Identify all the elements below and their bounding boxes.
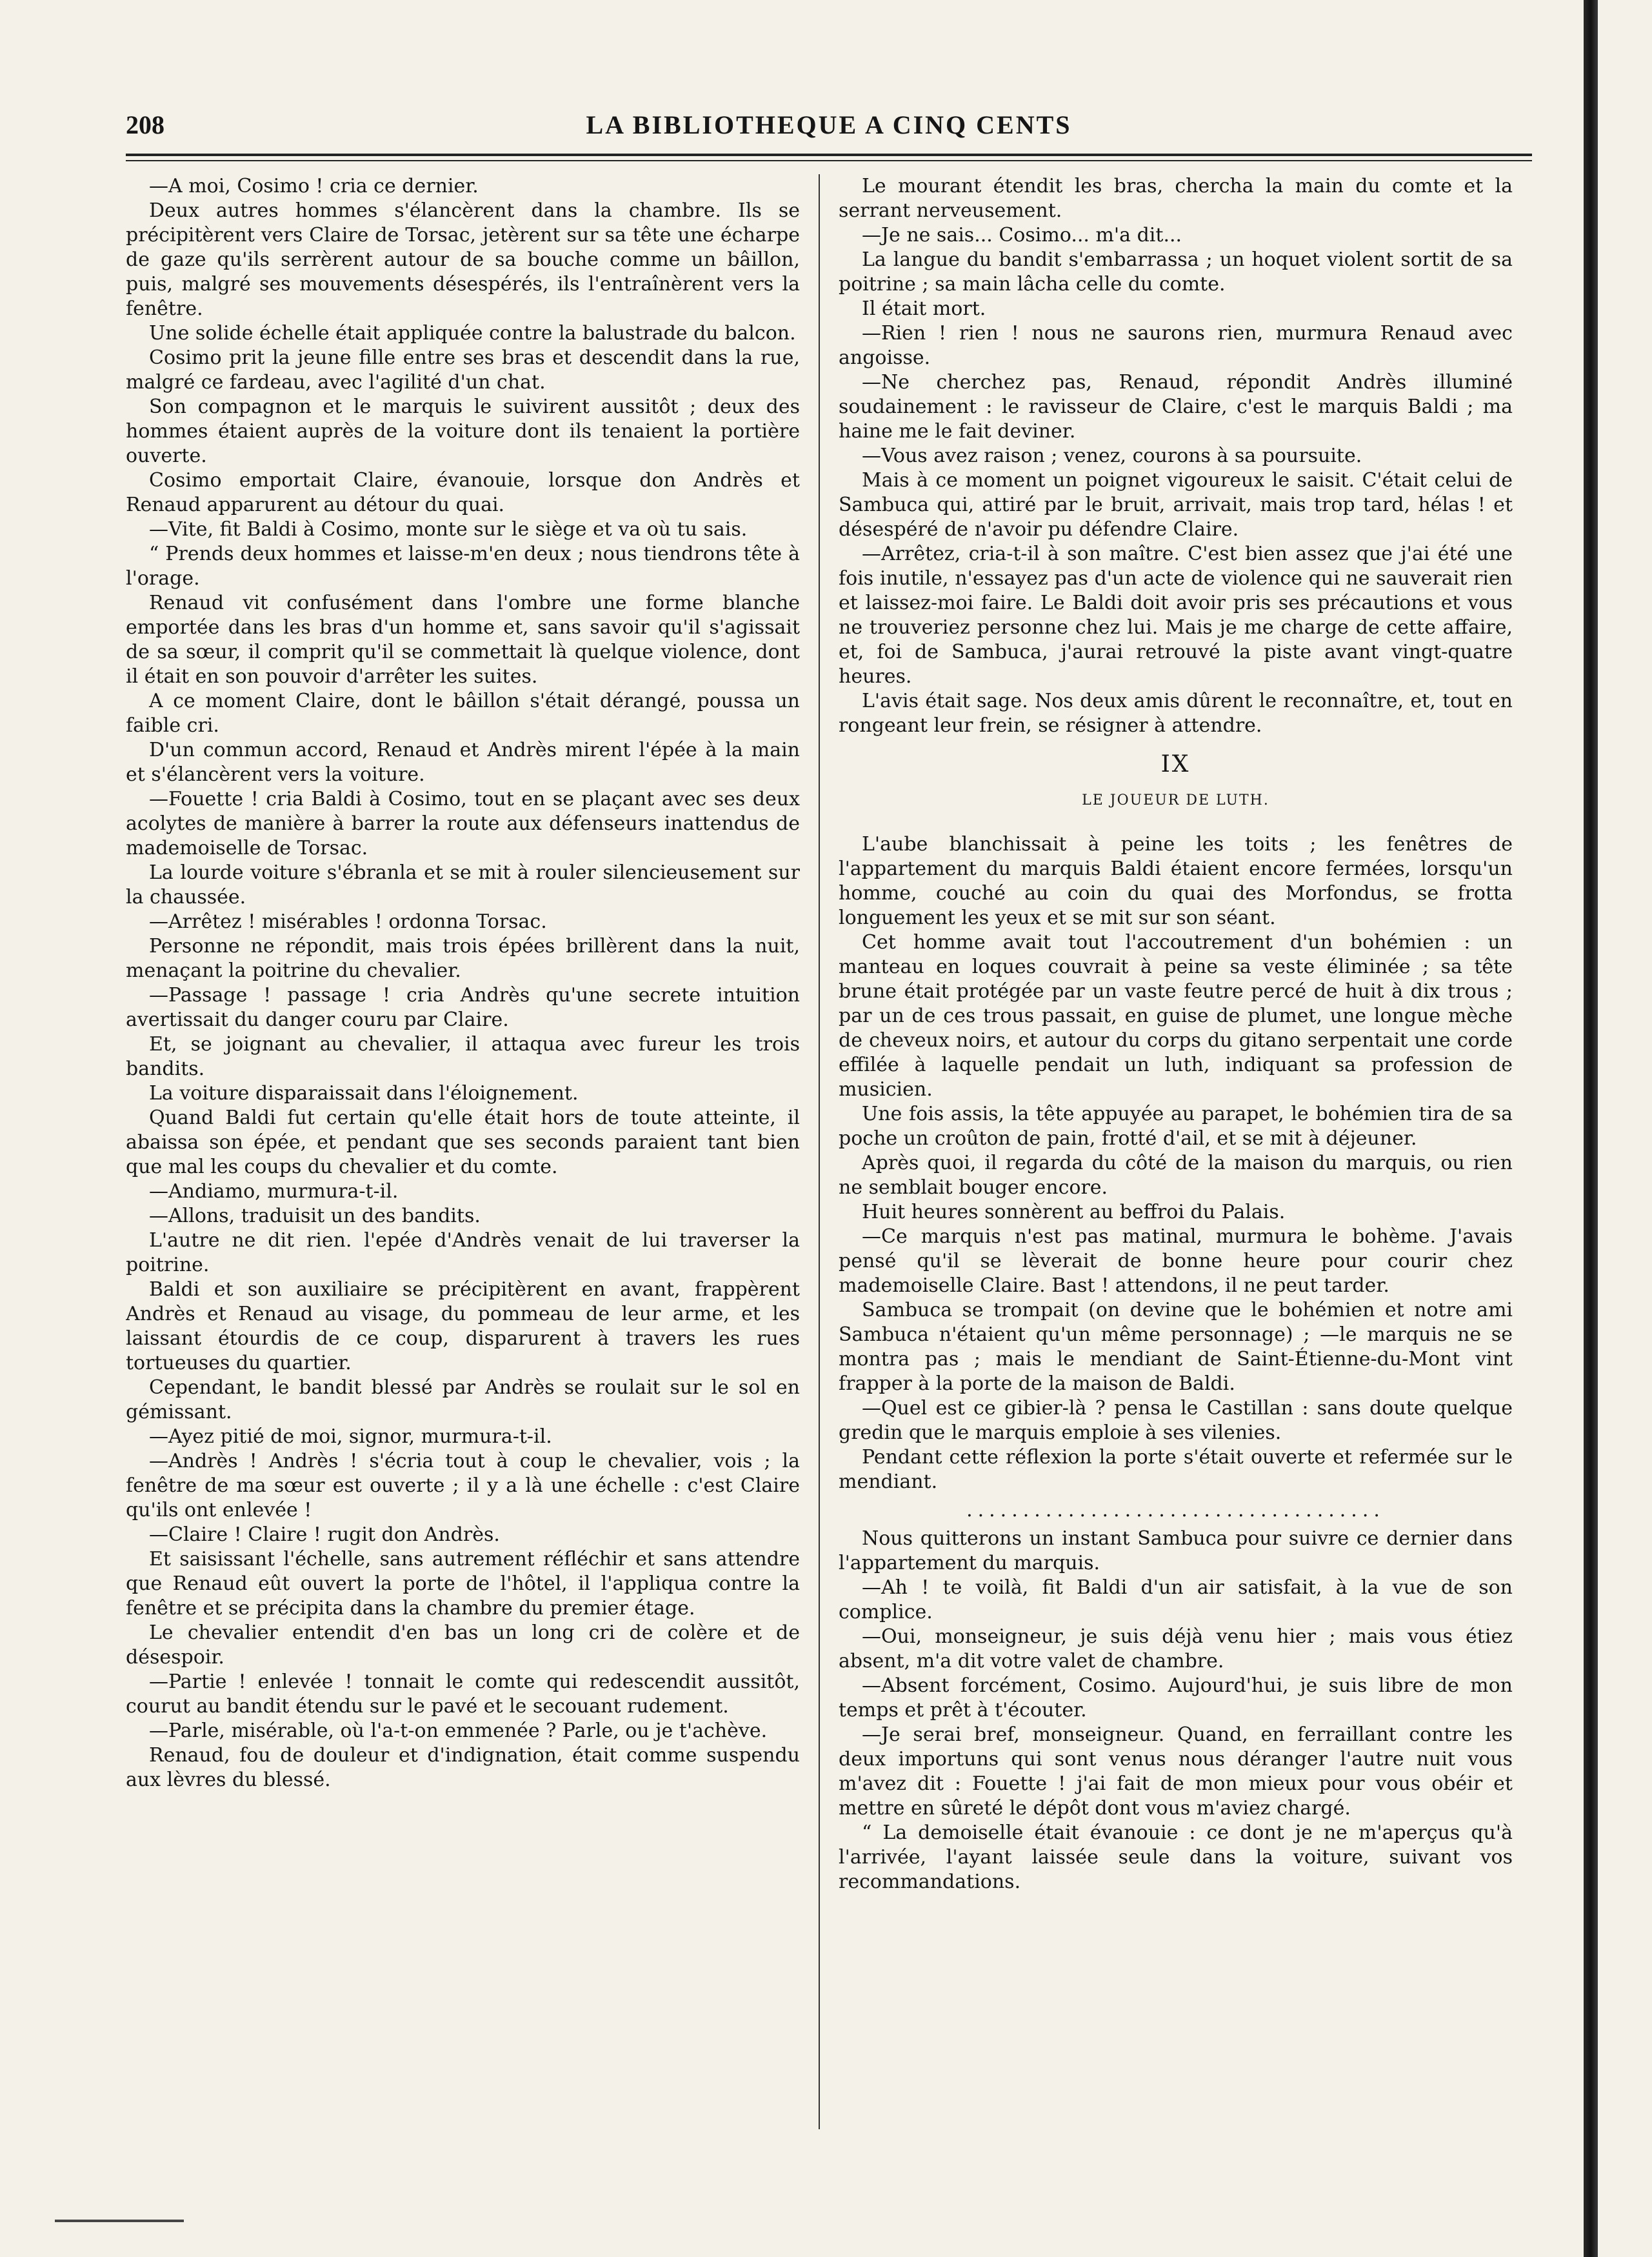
paragraph: Quand Baldi fut certain qu'elle était hors de toute atteinte, il abaissa son épée, et pendant que ses seconds paraient tant bien que mal les coups du chevalier et du comte. [126, 1107, 800, 1178]
paragraph: Après quoi, il regarda du côté de la maison du marquis, ou rien ne semblait bouger encore. [839, 1152, 1513, 1199]
paragraph: Une fois assis, la tête appuyée au parapet, le bohémien tira de sa poche un croûton de pain, frotté d'ail, et se mit à déjeuner. [839, 1103, 1513, 1150]
paragraph: —Arrêtez, cria-t-il à son maître. C'est bien assez que j'ai été une fois inutile, n'essayez pas d'un acte de violence qui ne sauverait rien et laissez-moi faire. Le Baldi doit avoir pris ses précautions et vous ne trouveriez personne chez lui. Mais je me charge de cette affaire, et, foi de Sambuca, j'aurai retrouvé la piste avant vingt-quatre heures. [839, 543, 1513, 688]
right-column-text-after-separator [839, 1527, 1513, 1894]
paragraph: —Fouette ! cria Baldi à Cosimo, tout en se plaçant avec ses deux acolytes de manière à barrer la route aux défenseurs inattendus de mademoiselle de Torsac. [126, 788, 800, 859]
chapter-number: IX [1160, 751, 1191, 777]
paragraph: Et saisissant l'échelle, sans autrement réfléchir et sans attendre que Renaud eût ouvert la porte de l'hôtel, il l'appliqua contre la fenêtre et se précipita dans la chambre du premier étage. [126, 1548, 800, 1620]
book-page [126, 97, 1532, 2149]
paragraph: Une solide échelle était appliquée contre la balustrade du balcon. [149, 322, 796, 345]
paragraph: —Je serai bref, monseigneur. Quand, en ferraillant contre les deux importuns qui sont venus nous déranger l'autre nuit vous m'avez dit : Fouette ! j'ai fait de mon mieux pour vous obéir et mettre en sûreté le dépôt dont vous m'aviez chargé. [839, 1723, 1513, 1820]
left-column [126, 174, 800, 2136]
paragraph: La langue du bandit s'embarrassa ; un hoquet violent sortit de sa poitrine ; sa main lâcha celle du comte. [839, 248, 1513, 296]
page-header [126, 110, 1532, 148]
paragraph: Le mourant étendit les bras, chercha la main du comte et la serrant nerveusement. [839, 175, 1513, 222]
paragraph: Sambuca se trompait (on devine que le bohémien et notre ami Sambuca n'étaient qu'un même personnage) ; —le marquis ne se montra pas ; mais le mendiant de Saint-Étienne-du-Mont vint frapper à la porte de la maison de Baldi. [839, 1299, 1513, 1395]
paragraph: “ La demoiselle était évanouie : ce dont je ne m'aperçus qu'à l'arrivée, l'ayant laissée seule dans la voiture, suivant vos recommandations. [839, 1821, 1513, 1893]
paragraph: Cet homme avait tout l'accoutrement d'un bohémien : un manteau en loques couvrait à peine sa veste éliminée ; sa tête brune était protégée par un vaste feutre percé de huit à dix trous ; par un de ces trous passait, en guise de plumet, une longue mèche de cheveux noirs, et autour du corps du gitano serpentait une corde effilée à laquelle pendait un luth, indiquant sa profession de musicien. [839, 931, 1513, 1101]
paragraph: —Andrès ! Andrès ! s'écria tout à coup le chevalier, vois ; la fenêtre de ma sœur est ouverte ; il y a là une échelle : c'est Claire qu'ils ont enlevée ! [126, 1450, 800, 1521]
paragraph: Huit heures sonnèrent au beffroi du Palais. [862, 1201, 1286, 1223]
paragraph: Mais à ce moment un poignet vigoureux le saisit. C'était celui de Sambuca qui, attiré par le bruit, arrivait, mais trop tard, hélas ! et désespéré de n'avoir pu défendre Claire. [839, 469, 1513, 541]
paragraph: Le chevalier entendit d'en bas un long cri de colère et de désespoir. [126, 1621, 800, 1669]
right-column-text-after-chapter [839, 832, 1513, 1494]
paragraph: —Partie ! enlevée ! tonnait le comte qui redescendit aussitôt, courut au bandit étendu sur le pavé et le secouant rudement. [126, 1670, 800, 1718]
paragraph: A ce moment Claire, dont le bâillon s'était dérangé, poussa un faible cri. [126, 690, 800, 737]
book-spine-edge [1584, 0, 1598, 2257]
paragraph: Et, se joignant au chevalier, il attaqua avec fureur les trois bandits. [126, 1033, 800, 1080]
chapter-title: LE JOUEUR DE LUTH. [1082, 792, 1269, 808]
paragraph: —Vous avez raison ; venez, courons à sa poursuite. [862, 445, 1362, 467]
paragraph: —Ayez pitié de moi, signor, murmura-t-il. [149, 1425, 552, 1448]
paragraph: Son compagnon et le marquis le suivirent aussitôt ; deux des hommes étaient auprès de la voiture dont ils tenaient la portière ouverte. [126, 396, 800, 467]
paragraph: Cosimo emportait Claire, évanouie, lorsque don Andrès et Renaud apparurent au détour du quai. [126, 469, 800, 516]
paragraph: Cependant, le bandit blessé par Andrès se roulait sur le sol en gémissant. [126, 1376, 800, 1423]
section-separator: ..................................... [966, 1499, 1385, 1521]
paragraph: La voiture disparaissait dans l'éloignement. [149, 1082, 579, 1105]
paragraph: —Ah ! te voilà, fit Baldi d'un air satisfait, à la vue de son complice. [839, 1576, 1513, 1623]
paragraph: —Quel est ce gibier-là ? pensa le Castillan : sans doute quelque gredin que le marquis emploie à ses vilenies. [839, 1397, 1513, 1444]
page-number: 208 [126, 110, 164, 139]
paragraph: Nous quitterons un instant Sambuca pour suivre ce dernier dans l'appartement du marquis. [839, 1527, 1513, 1574]
paragraph: —Absent forcément, Cosimo. Aujourd'hui, je suis libre de mon temps et prêt à t'écouter. [839, 1674, 1513, 1721]
paragraph: —Je ne sais... Cosimo... m'a dit... [862, 224, 1182, 246]
paragraph: —Rien ! rien ! nous ne saurons rien, murmura Renaud avec angoisse. [839, 322, 1513, 369]
paragraph: —Passage ! passage ! cria Andrès qu'une secrete intuition avertissait du danger couru par Claire. [126, 984, 800, 1031]
paragraph: L'avis était sage. Nos deux amis dûrent le reconnaître, et, tout en rongeant leur frein, se résigner à attendre. [839, 690, 1513, 737]
running-title: LA BIBLIOTHEQUE A CINQ CENTS [586, 110, 1072, 139]
paragraph: —Ne cherchez pas, Renaud, répondit Andrès illuminé soudainement : le ravisseur de Claire, c'est le marquis Baldi ; ma haine me le fait deviner. [839, 371, 1513, 443]
paragraph: —Oui, monseigneur, je suis déjà venu hier ; mais vous étiez absent, m'a dit votre valet de chambre. [839, 1625, 1513, 1672]
header-rule-thin [126, 160, 1532, 161]
right-column [839, 174, 1513, 2136]
paragraph: D'un commun accord, Renaud et Andrès mirent l'épée à la main et s'élancèrent vers la voiture. [126, 739, 800, 786]
paragraph: Il était mort. [862, 297, 986, 320]
paragraph: Renaud vit confusément dans l'ombre une forme blanche emportée dans les bras d'un homme et, sans savoir qu'il s'agissait de sa sœur, il comprit qu'il se commettait là quelque violence, dont il était en son pouvoir d'arrêter les suites. [126, 592, 800, 688]
paragraph: Pendant cette réflexion la porte s'était ouverte et refermée sur le mendiant. [839, 1446, 1513, 1493]
paragraph: Personne ne répondit, mais trois épées brillèrent dans la nuit, menaçant la poitrine du chevalier. [126, 935, 800, 982]
bottom-rule-mark [55, 2220, 184, 2222]
paragraph: —Claire ! Claire ! rugit don Andrès. [149, 1523, 500, 1546]
header-rule-thick [126, 154, 1532, 156]
paragraph: —Andiamo, murmura-t-il. [149, 1180, 399, 1203]
paragraph: —A moi, Cosimo ! cria ce dernier. [149, 175, 479, 197]
paragraph: —Parle, misérable, où l'a-t-on emmenée ? Parle, ou je t'achève. [149, 1720, 768, 1742]
paragraph: Cosimo prit la jeune fille entre ses bras et descendit dans la rue, malgré ce fardeau, avec l'agilité d'un chat. [126, 346, 800, 394]
paragraph: —Allons, traduisit un des bandits. [149, 1205, 481, 1227]
paragraph: —Arrêtez ! misérables ! ordonna Torsac. [149, 910, 547, 933]
paragraph: Renaud, fou de douleur et d'indignation, était comme suspendu aux lèvres du blessé. [126, 1744, 800, 1791]
paragraph: “ Prends deux hommes et laisse-m'en deux ; nous tiendrons tête à l'orage. [126, 543, 800, 590]
paragraph: L'autre ne dit rien. l'epée d'Andrès venait de lui traverser la poitrine. [126, 1229, 800, 1276]
paragraph: Baldi et son auxiliaire se précipitèrent en avant, frappèrent Andrès et Renaud au visage, du pommeau de leur arme, et les laissant étourdis de ce coup, disparurent à travers les rues tortueuses du quartier. [126, 1278, 800, 1374]
paragraph: L'aube blanchissait à peine les toits ; les fenêtres de l'appartement du marquis Baldi étaient encore fermées, lorsqu'un homme, couché au coin du quai des Morfondus, se frotta longuement les yeux et se mit sur son séant. [839, 833, 1513, 929]
paragraph: —Vite, fit Baldi à Cosimo, monte sur le siège et va où tu sais. [149, 518, 748, 541]
column-divider [819, 174, 820, 2129]
right-column-text-before-chapter [839, 174, 1513, 738]
paragraph: La lourde voiture s'ébranla et se mit à rouler silencieusement sur la chaussée. [126, 861, 800, 908]
paragraph: —Ce marquis n'est pas matinal, murmura le bohème. J'avais pensé qu'il se lèverait de bonne heure pour courir chez mademoiselle Claire. Bast ! attendons, il ne peut tarder. [839, 1225, 1513, 1297]
paragraph: Deux autres hommes s'élancèrent dans la chambre. Ils se précipitèrent vers Claire de Torsac, jetèrent sur sa tête une écharpe de gaze qu'ils serrèrent autour de sa bouche comme un bâillon, puis, malgré ses mouvements désespérés, ils l'entraînèrent vers la fenêtre. [126, 199, 800, 320]
